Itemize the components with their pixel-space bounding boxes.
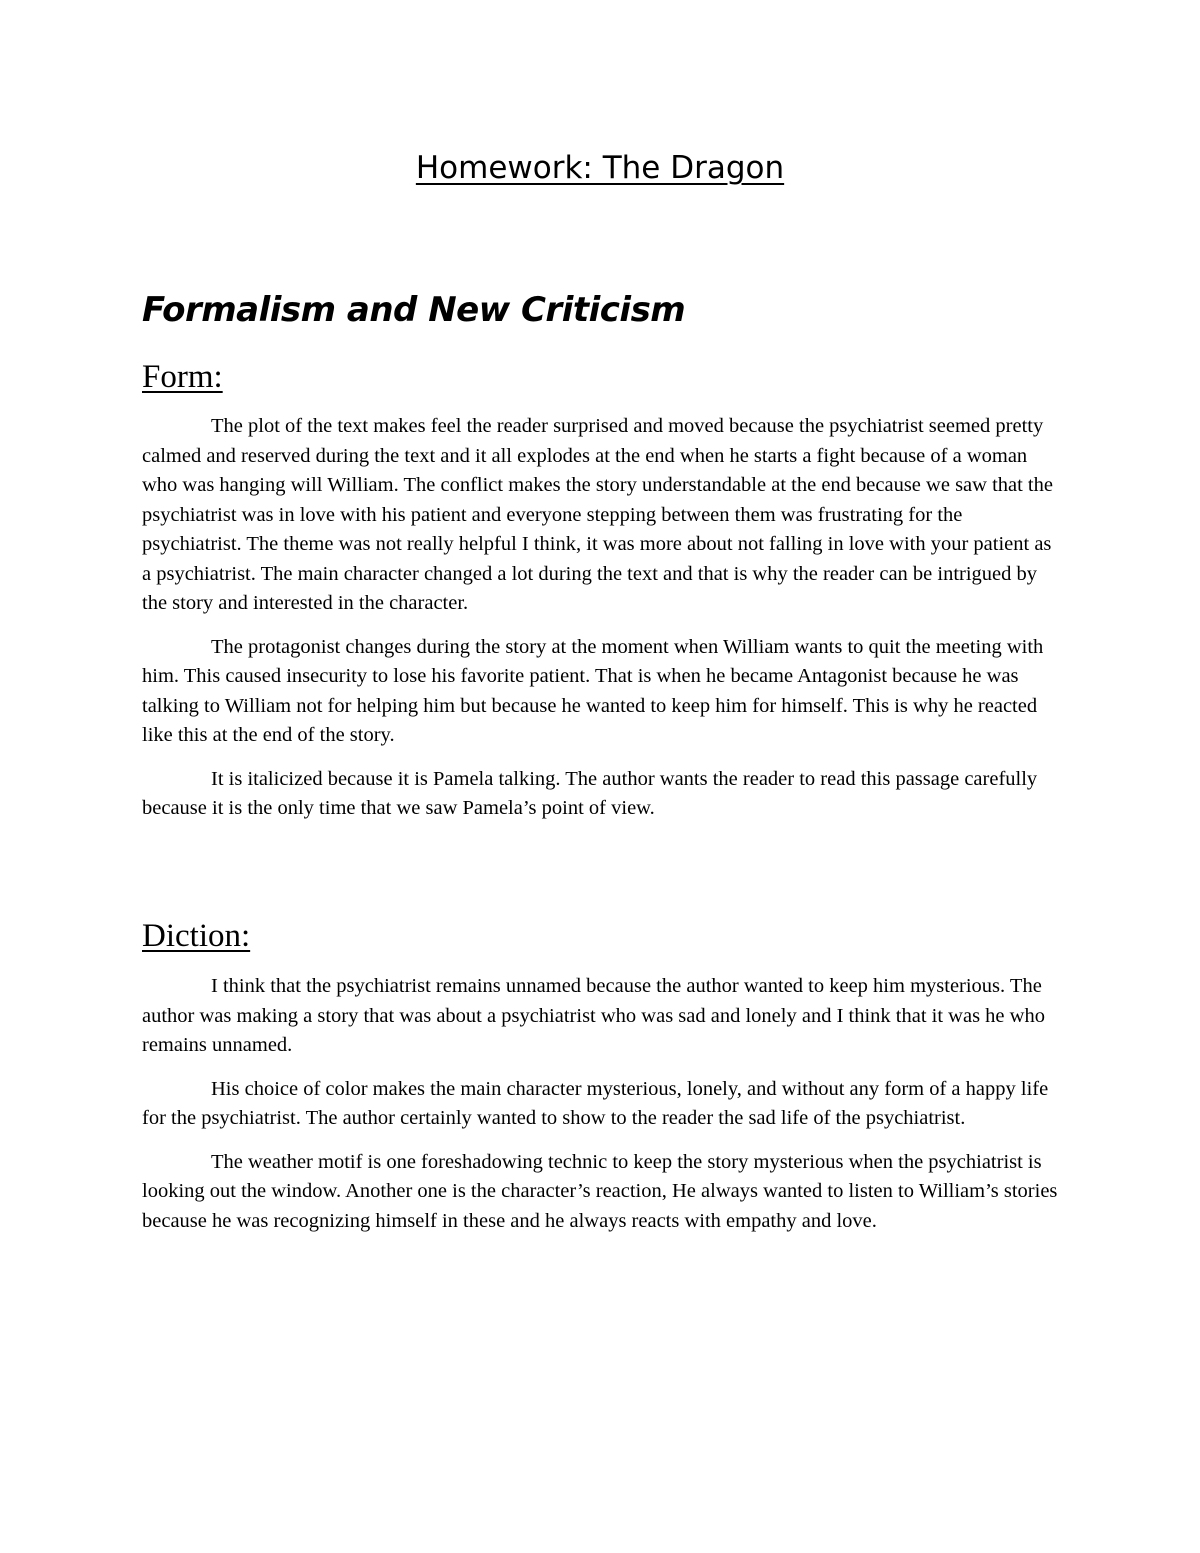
document-title: [0, 148, 1200, 188]
diction-paragraph-3: The weather motif is one foreshadowing technic to keep the story mysterious when the psychiatrist is looking out the window. Another one is the character’s reaction, He always wanted to listen to William’s stories because he was recognizing himself in these and he always reacts with empathy and love.: [142, 1150, 1058, 1232]
form-paragraph-2: The protagonist changes during the story at the moment when William wants to quit the meeting with him. This caused insecurity to lose his favorite patient. That is when he became Antagonist because he was talking to William not for helping him but because he wanted to keep him for himself. This is why he reacted like this at the end of the story.: [142, 635, 1044, 746]
diction-section-body: [142, 972, 1062, 1236]
document-title-text: Homework: The Dragon: [415, 150, 785, 186]
form-section-body: [142, 412, 1062, 824]
form-heading: [142, 357, 223, 397]
section-heading: Formalism and New Criticism: [142, 290, 686, 330]
form-paragraph-3: It is italicized because it is Pamela talking. The author wants the reader to read this passage carefully because it is the only time that we saw Pamela’s point of view.: [142, 767, 1038, 819]
diction-heading: [142, 916, 250, 956]
diction-heading-text: Diction:: [142, 918, 251, 954]
form-paragraph-1: The plot of the text makes feel the reader surprised and moved because the psychiatrist seemed pretty calmed and reserved during the text and it all explodes at the end when he starts a fight because of a woman who was hanging will William. The conflict makes the story understandable at the end because we saw that the psychiatrist was in love with his patient and everyone stepping between them was frustrating for the psychiatrist. The theme was not really helpful I think, it was more about not falling in love with your patient as a psychiatrist. The main character changed a lot during the text and that is why the reader can be intrigued by the story and interested in the character.: [142, 415, 1053, 614]
diction-paragraph-2: His choice of color makes the main character mysterious, lonely, and without any form of a happy life for the psychiatrist. The author certainly wanted to show to the reader the sad life of the psychiatrist.: [142, 1077, 1049, 1129]
form-heading-text: Form:: [142, 359, 223, 395]
diction-paragraph-1: I think that the psychiatrist remains unnamed because the author wanted to keep him mysterious. The author was making a story that was about a psychiatrist who was sad and lonely and I think that it was he who remains unnamed.: [142, 975, 1045, 1056]
